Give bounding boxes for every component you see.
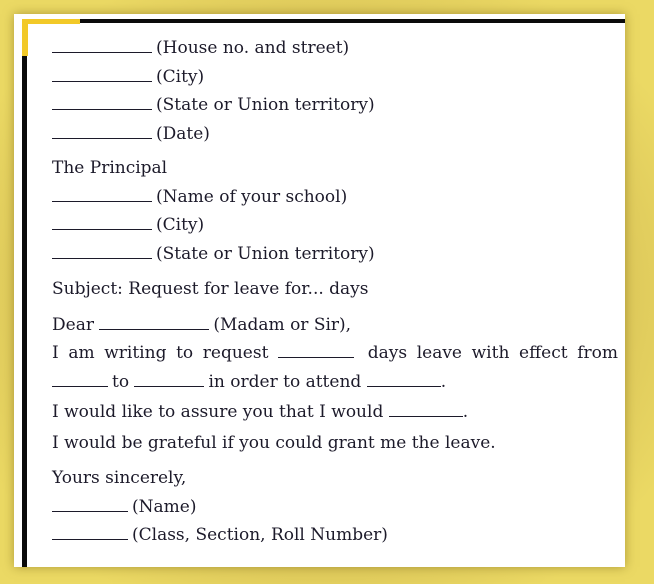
body-to-text: to	[112, 371, 130, 392]
state-blank	[52, 93, 152, 110]
days-blank	[278, 341, 354, 358]
signature-name-line	[52, 493, 618, 522]
city-blank	[52, 65, 152, 82]
assurance-line	[52, 398, 618, 427]
corner-accent-top	[22, 19, 80, 24]
body-effect-text: days leave with effect from	[367, 343, 618, 363]
sender-house-line	[52, 34, 618, 63]
body-request-text: I am writing to request	[52, 343, 269, 363]
frame-top-border	[22, 19, 625, 23]
house-blank	[52, 36, 152, 53]
sender-city-line	[52, 63, 618, 92]
assurance-period: .	[462, 402, 469, 422]
body-attend-text: in order to attend	[208, 371, 362, 392]
date-blank	[52, 122, 152, 139]
school-city-line	[52, 211, 618, 240]
school-state-label: (State or Union territory)	[156, 243, 375, 264]
school-blank	[52, 185, 152, 202]
letter-content	[52, 34, 618, 550]
school-label: (Name of your school)	[156, 186, 348, 207]
from-date-blank	[52, 370, 108, 387]
state-label: (State or Union territory)	[156, 95, 375, 115]
salutation-prefix: Dear	[52, 314, 94, 335]
frame-left-border	[22, 19, 27, 567]
school-name-line	[52, 183, 618, 212]
to-date-blank	[134, 370, 204, 387]
name-label: (Name)	[132, 496, 197, 517]
closing-line: Yours sincerely,	[52, 468, 187, 488]
assurance-text: I would like to assure you that I would	[52, 402, 384, 422]
corner-accent-left	[22, 19, 28, 56]
recipient-address	[52, 154, 618, 268]
recipient-title: The Principal	[52, 158, 168, 178]
school-city-blank	[52, 213, 152, 230]
attend-blank	[367, 370, 441, 387]
grateful-line: I would be grateful if you could grant me the leave.	[52, 432, 496, 453]
class-blank	[52, 523, 128, 540]
name-blank	[52, 495, 128, 512]
letter-card	[14, 14, 625, 567]
salutation-blank	[99, 313, 209, 330]
subject-line: Subject: Request for leave for... days	[52, 279, 369, 299]
signature-block	[52, 493, 618, 550]
city-label: (City)	[156, 66, 205, 87]
school-state-blank	[52, 242, 152, 259]
signature-class-line	[52, 521, 618, 550]
sender-date-line	[52, 120, 618, 149]
class-label: (Class, Section, Roll Number)	[132, 525, 388, 545]
sender-address	[52, 34, 618, 148]
salutation-suffix: (Madam or Sir),	[213, 314, 352, 335]
body-period: .	[440, 371, 447, 392]
house-label: (House no. and street)	[156, 38, 350, 58]
body-line-1	[52, 339, 618, 368]
assurance-blank	[389, 400, 463, 417]
school-city-label: (City)	[156, 215, 205, 235]
body-line-2	[52, 368, 618, 397]
salutation-line	[52, 311, 618, 340]
school-state-line	[52, 240, 618, 269]
date-label: (Date)	[156, 123, 210, 144]
sender-state-line	[52, 91, 618, 120]
